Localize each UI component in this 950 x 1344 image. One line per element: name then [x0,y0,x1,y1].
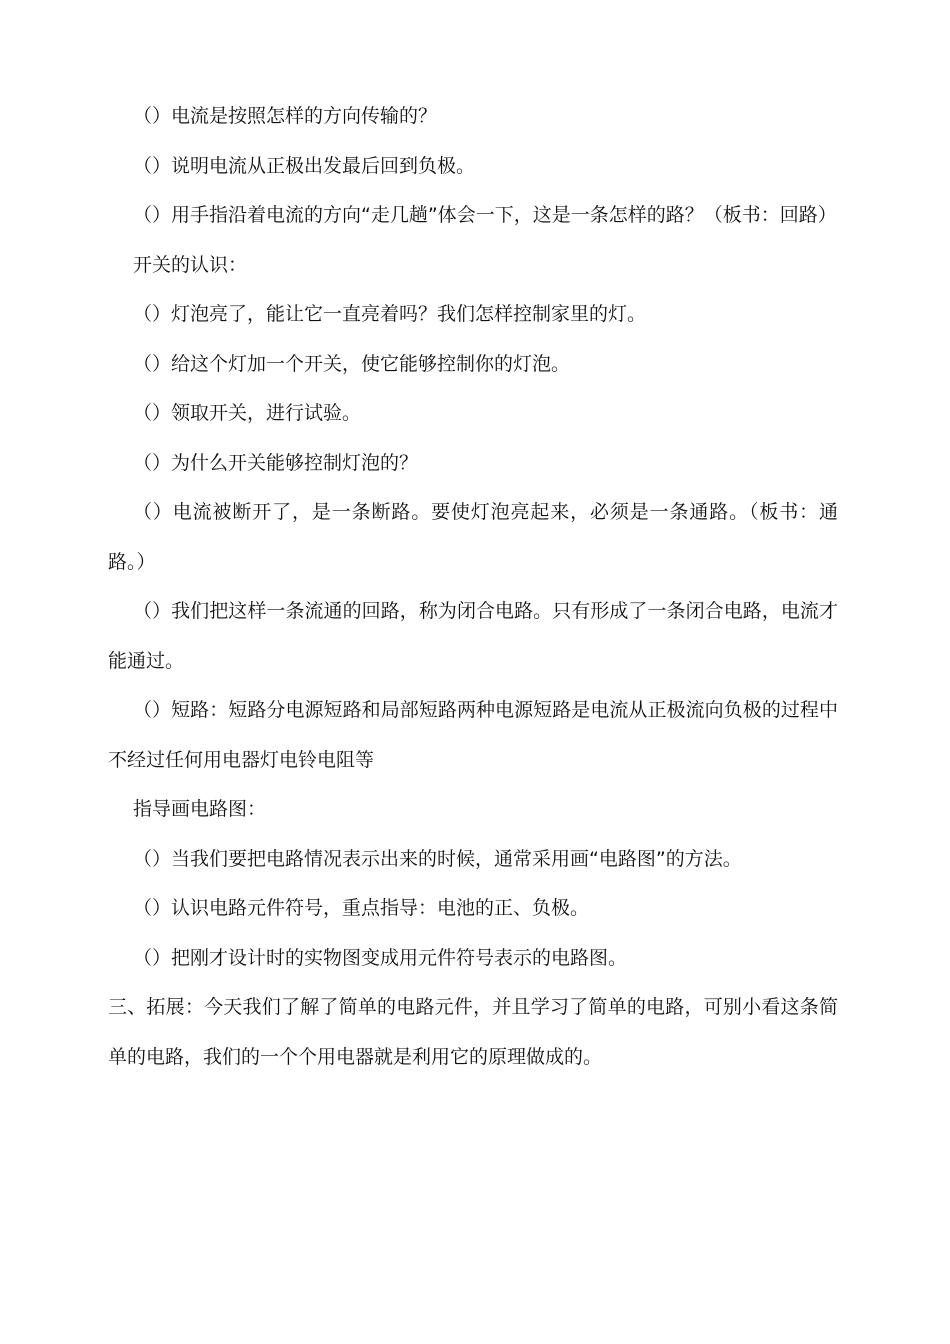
paragraph-short-circuit: （）短路：短路分电源短路和局部短路两种电源短路是电流从正极流向负极的过程中不经过任何用电器灯电铃电阻等 [108,699,838,771]
section-heading-circuit-diagram: 指导画电路图： [133,798,267,820]
paragraph-why-switch: （）为什么开关能够控制灯泡的？ [133,451,419,474]
section-heading-switch: 开关的认识： [133,253,248,276]
paragraph-loop-path: （）用手指沿着电流的方向“走几趟”体会一下，这是一条怎样的路？（板书：回路） [133,204,837,226]
document-body [108,92,838,1082]
paragraph-convert-diagram: （）把刚才设计时的实物图变成用元件符号表示的电路图。 [133,946,628,969]
paragraph-diagram-method: （）当我们要把电路情况表示出来的时候，通常采用画“电路图”的方法。 [133,847,742,870]
paragraph-experiment: （）领取开关，进行试验。 [133,402,362,424]
paragraph-component-symbols: （）认识电路元件符号，重点指导：电池的正、负极。 [133,897,590,919]
paragraph-current-direction-question: （）电流是按照怎样的方向传输的？ [133,105,438,127]
paragraph-add-switch: （）给这个灯加一个开关，使它能够控制你的灯泡。 [133,352,571,375]
paragraph-bulb-control: （）灯泡亮了，能让它一直亮着吗？我们怎样控制家里的灯。 [133,303,647,325]
paragraph-extension: 三、拓展：今天我们了解了简单的电路元件，并且学习了简单的电路，可别小看这条简单的电路，我们的一个个用电器就是利用它的原理做成的。 [108,996,838,1068]
paragraph-closed-circuit: （）我们把这样一条流通的回路，称为闭合电路。只有形成了一条闭合电路，电流才能通过。 [108,600,838,672]
paragraph-positive-to-negative: （）说明电流从正极出发最后回到负极。 [133,154,476,177]
paragraph-open-circuit: （）电流被断开了，是一条断路。要使灯泡亮起来，必须是一条通路。（板书：通路。） [108,501,838,573]
